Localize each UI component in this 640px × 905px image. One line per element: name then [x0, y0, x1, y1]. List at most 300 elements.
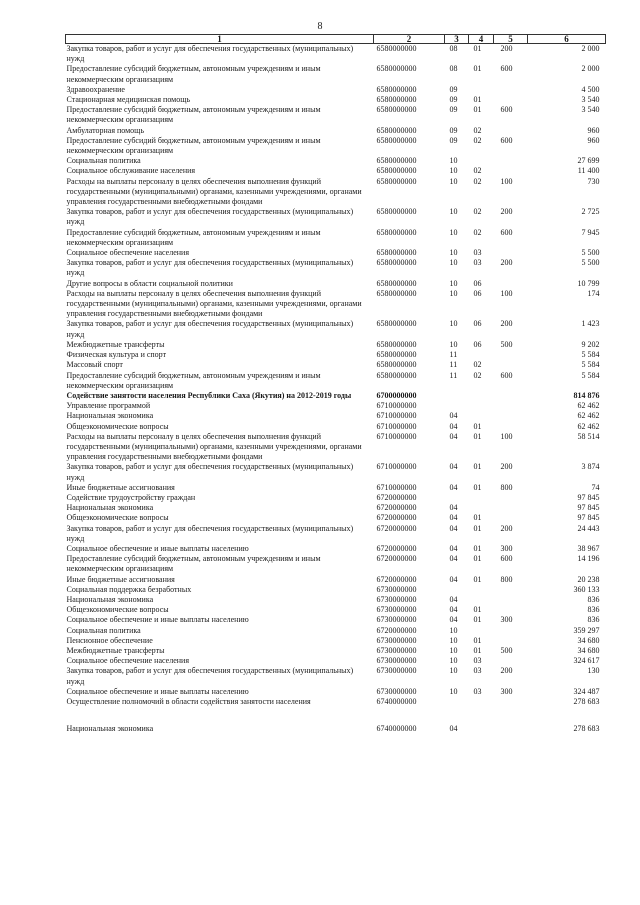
row-expense-type — [494, 656, 528, 666]
row-target-code: 6740000000 — [376, 724, 417, 734]
row-amount: 5 584 — [581, 360, 600, 370]
row-amount: 324 617 — [573, 656, 600, 666]
row-name: Межбюджетные трансферты — [66, 339, 165, 349]
row-amount: 74 — [591, 482, 600, 492]
row-amount: 3 540 — [581, 105, 600, 115]
row-expense-type — [494, 626, 528, 636]
row-section — [445, 697, 469, 707]
row-section: 09 — [449, 135, 458, 145]
row-subsection: 01 — [473, 482, 482, 492]
row-expense-type: 300 — [500, 543, 513, 553]
row-target-code: 6580000000 — [376, 176, 417, 186]
row-subsection — [469, 401, 494, 411]
row-section: 04 — [449, 513, 458, 523]
table-row — [66, 483, 606, 493]
row-name: Национальная экономика — [66, 594, 154, 604]
table-row — [66, 371, 606, 391]
row-target-code: 6580000000 — [376, 370, 417, 380]
row-name: Национальная экономика — [66, 503, 154, 513]
table-header — [66, 35, 606, 44]
table-row — [66, 105, 606, 125]
table-row — [66, 85, 606, 95]
row-target-code: 6580000000 — [376, 156, 417, 166]
table-row — [66, 697, 606, 707]
row-amount: 10 799 — [577, 278, 600, 288]
table-row — [66, 360, 606, 370]
row-subsection: 01 — [473, 554, 482, 564]
row-expense-type — [494, 585, 528, 595]
row-amount: 3 874 — [581, 462, 600, 472]
row-target-code: 6730000000 — [376, 635, 417, 645]
row-subsection — [469, 391, 494, 401]
table-row — [66, 524, 606, 544]
table-body — [66, 44, 606, 735]
row-expense-type — [494, 401, 528, 411]
row-target-code: 6720000000 — [376, 513, 417, 523]
table-row — [66, 646, 606, 656]
table-row — [66, 319, 606, 339]
row-expense-type: 200 — [500, 44, 513, 53]
row-subsection: 02 — [473, 125, 482, 135]
row-section — [445, 493, 469, 503]
row-expense-type — [494, 493, 528, 503]
row-name: Социальное обеспечение и иные выплаты населению — [66, 615, 249, 625]
row-expense-type: 100 — [500, 431, 513, 441]
row-section: 10 — [449, 176, 458, 186]
table-row — [66, 626, 606, 636]
row-target-code: 6580000000 — [376, 207, 417, 217]
row-expense-type: 100 — [500, 288, 513, 298]
row-amount: 5 500 — [581, 248, 600, 258]
row-target-code: 6730000000 — [376, 645, 417, 655]
table-row — [66, 207, 606, 227]
table-row — [66, 411, 606, 421]
row-section: 08 — [449, 64, 458, 74]
row-expense-type: 300 — [500, 615, 513, 625]
row-amount: 9 202 — [581, 339, 600, 349]
table-row — [66, 503, 606, 513]
table-row — [66, 432, 606, 463]
row-name: Общеэкономические вопросы — [66, 513, 169, 523]
row-section: 10 — [449, 666, 458, 676]
row-target-code: 6580000000 — [376, 64, 417, 74]
row-expense-type — [494, 156, 528, 166]
row-target-code: 6720000000 — [376, 554, 417, 564]
row-target-code: 6710000000 — [376, 462, 417, 472]
row-expense-type — [494, 697, 528, 707]
row-amount: 97 845 — [577, 503, 600, 513]
row-section: 11 — [449, 360, 458, 370]
table-row — [66, 554, 606, 574]
row-amount: 5 500 — [581, 258, 600, 268]
row-subsection — [469, 697, 494, 707]
row-subsection: 02 — [473, 370, 482, 380]
row-subsection — [469, 350, 494, 360]
row-expense-type: 600 — [500, 227, 513, 237]
row-target-code: 6730000000 — [376, 656, 417, 666]
row-amount: 24 443 — [577, 523, 600, 533]
row-name: Социальная политика — [66, 156, 141, 166]
table-row — [66, 585, 606, 595]
row-amount: 7 945 — [581, 227, 600, 237]
row-expense-type — [494, 126, 528, 136]
row-name: Социальная политика — [66, 625, 141, 635]
row-expense-type — [494, 391, 528, 401]
row-subsection: 01 — [473, 543, 482, 553]
row-name: Закупка товаров, работ и услуг для обеспечения государственных (муниципальных) нужд — [66, 44, 354, 64]
row-expense-type — [494, 248, 528, 258]
row-name: Расходы на выплаты персоналу в целях обеспечения выполнения функций государственными (муниципальными) органами, казенными учреждениями, органами управления государственными внебюджетными фондами — [66, 176, 362, 207]
table-row — [66, 707, 606, 734]
table-row — [66, 228, 606, 248]
row-name: Социальное обеспечение населения — [66, 656, 189, 666]
row-expense-type — [494, 595, 528, 605]
table-row — [66, 656, 606, 666]
row-expense-type: 500 — [500, 339, 513, 349]
row-target-code: 6580000000 — [376, 166, 417, 176]
row-expense-type — [494, 636, 528, 646]
row-expense-type — [494, 422, 528, 432]
row-expense-type: 600 — [500, 64, 513, 74]
row-section: 09 — [449, 95, 458, 105]
row-target-code: 6580000000 — [376, 95, 417, 105]
row-subsection: 01 — [473, 635, 482, 645]
row-target-code: 6730000000 — [376, 686, 417, 696]
row-target-code: 6580000000 — [376, 105, 417, 115]
row-section: 04 — [449, 574, 458, 584]
row-target-code: 6580000000 — [376, 44, 417, 53]
row-name: Здравоохранение — [66, 84, 125, 94]
row-target-code: 6580000000 — [376, 339, 417, 349]
table-row — [66, 544, 606, 554]
row-subsection: 06 — [473, 319, 482, 329]
row-section: 04 — [449, 543, 458, 553]
row-expense-type: 600 — [500, 135, 513, 145]
row-target-code: 6710000000 — [376, 482, 417, 492]
row-section: 04 — [449, 594, 458, 604]
row-subsection: 01 — [473, 462, 482, 472]
row-subsection: 02 — [473, 166, 482, 176]
row-target-code: 6710000000 — [376, 411, 417, 421]
row-name: Расходы на выплаты персоналу в целях обеспечения выполнения функций государственными (муниципальными) органами, казенными учреждениями, органами управления государственными внебюджетными фондами — [66, 288, 362, 319]
row-expense-type — [494, 279, 528, 289]
table-row — [66, 493, 606, 503]
row-target-code: 6730000000 — [376, 666, 417, 676]
row-section: 04 — [449, 411, 458, 421]
row-section: 08 — [449, 44, 458, 53]
row-target-code: 6580000000 — [376, 248, 417, 258]
row-subsection: 01 — [473, 44, 482, 53]
row-amount: 97 845 — [577, 513, 600, 523]
row-expense-type: 500 — [500, 645, 513, 655]
row-name: Пенсионное обеспечение — [66, 635, 153, 645]
row-name: Предоставление субсидий бюджетным, автономным учреждениям и иным некоммерческим организациям — [66, 554, 321, 574]
row-amount: 836 — [587, 615, 600, 625]
row-section: 09 — [449, 105, 458, 115]
row-amount: 97 845 — [577, 492, 600, 502]
row-subsection: 01 — [473, 105, 482, 115]
row-section: 10 — [449, 258, 458, 268]
table-row — [66, 166, 606, 176]
row-subsection: 02 — [473, 360, 482, 370]
row-section — [445, 585, 469, 595]
row-section: 10 — [449, 625, 458, 635]
row-name: Расходы на выплаты персоналу в целях обеспечения выполнения функций государственными (муниципальными) органами, казенными учреждениями, органами управления государственными внебюджетными фондами — [66, 431, 362, 462]
row-amount: 960 — [587, 135, 600, 145]
row-section: 09 — [449, 125, 458, 135]
row-section: 10 — [449, 278, 458, 288]
header-col-5: 5 — [494, 35, 528, 44]
row-amount: 836 — [587, 594, 600, 604]
row-name: Физическая культура и спорт — [66, 350, 167, 360]
row-name: Закупка товаров, работ и услуг для обеспечения государственных (муниципальных) нужд — [66, 319, 354, 339]
row-name: Социальное обеспечение и иные выплаты населению — [66, 686, 249, 696]
row-name: Управление программой — [66, 401, 151, 411]
row-name: Предоставление субсидий бюджетным, автономным учреждениям и иным некоммерческим организациям — [66, 64, 321, 84]
row-target-code: 6730000000 — [376, 615, 417, 625]
row-section: 10 — [449, 166, 458, 176]
row-amount: 4 500 — [581, 84, 600, 94]
row-subsection: 06 — [473, 288, 482, 298]
row-name: Закупка товаров, работ и услуг для обеспечения государственных (муниципальных) нужд — [66, 258, 354, 278]
row-name: Закупка товаров, работ и услуг для обеспечения государственных (муниципальных) нужд — [66, 523, 354, 543]
row-name: Иные бюджетные ассигнования — [66, 574, 175, 584]
row-subsection — [469, 85, 494, 95]
row-target-code: 6580000000 — [376, 278, 417, 288]
row-target-code: 6730000000 — [376, 605, 417, 615]
row-name: Закупка товаров, работ и услуг для обеспечения государственных (муниципальных) нужд — [66, 462, 354, 482]
page-number: 8 — [317, 21, 323, 32]
row-expense-type — [494, 95, 528, 105]
row-amount: 360 133 — [573, 584, 600, 594]
row-target-code: 6580000000 — [376, 319, 417, 329]
row-amount: 1 423 — [581, 319, 600, 329]
table-row — [66, 350, 606, 360]
row-subsection: 01 — [473, 574, 482, 584]
row-name: Закупка товаров, работ и услуг для обеспечения государственных (муниципальных) нужд — [66, 666, 354, 686]
row-name: Общеэкономические вопросы — [66, 421, 169, 431]
row-target-code: 6580000000 — [376, 350, 417, 360]
table-row — [66, 177, 606, 208]
row-expense-type — [494, 503, 528, 513]
table-row — [66, 391, 606, 401]
row-amount: 2 725 — [581, 207, 600, 217]
row-subsection — [469, 156, 494, 166]
row-amount: 34 680 — [577, 635, 600, 645]
row-amount: 359 297 — [573, 625, 600, 635]
table-row — [66, 462, 606, 482]
row-name: Содействие трудоустройству граждан — [66, 492, 196, 502]
row-target-code: 6710000000 — [376, 401, 417, 411]
row-name: Национальная экономика — [66, 411, 154, 421]
row-section: 04 — [449, 605, 458, 615]
row-subsection: 02 — [473, 227, 482, 237]
row-name: Другие вопросы в области социальной политики — [66, 278, 233, 288]
row-expense-type: 200 — [500, 319, 513, 329]
table-row — [66, 513, 606, 523]
row-subsection: 02 — [473, 207, 482, 217]
row-expense-type: 200 — [500, 666, 513, 676]
row-name: Предоставление субсидий бюджетным, автономным учреждениям и иным некоммерческим организациям — [66, 227, 321, 247]
table-row — [66, 615, 606, 625]
row-subsection: 03 — [473, 666, 482, 676]
row-amount: 130 — [587, 666, 600, 676]
row-amount: 27 699 — [577, 156, 600, 166]
row-amount: 174 — [587, 288, 600, 298]
row-section: 04 — [449, 523, 458, 533]
row-subsection — [469, 493, 494, 503]
row-subsection — [469, 595, 494, 605]
row-expense-type: 200 — [500, 523, 513, 533]
row-expense-type: 600 — [500, 554, 513, 564]
row-amount: 3 540 — [581, 95, 600, 105]
row-section: 09 — [449, 84, 458, 94]
row-name: Общеэкономические вопросы — [66, 605, 169, 615]
row-subsection: 01 — [473, 421, 482, 431]
row-amount: 14 196 — [577, 554, 600, 564]
row-amount: 324 487 — [573, 686, 600, 696]
row-name: Содействие занятости населения Республики Саха (Якутия) на 2012-2019 годы — [66, 390, 352, 400]
table-row — [66, 401, 606, 411]
row-section: 04 — [449, 554, 458, 564]
row-amount: 58 514 — [577, 431, 600, 441]
header-col-6: 6 — [528, 35, 606, 44]
header-col-4: 4 — [469, 35, 494, 44]
row-subsection: 03 — [473, 656, 482, 666]
row-amount: 2 000 — [581, 44, 600, 53]
row-target-code: 6710000000 — [376, 431, 417, 441]
row-subsection: 01 — [473, 605, 482, 615]
row-amount: 11 400 — [577, 166, 600, 176]
header-col-3: 3 — [445, 35, 469, 44]
row-amount: 5 584 — [581, 370, 600, 380]
row-amount: 62 462 — [577, 421, 600, 431]
row-target-code: 6730000000 — [376, 584, 417, 594]
row-amount: 62 462 — [577, 401, 600, 411]
row-name: Социальное обеспечение населения — [66, 248, 189, 258]
row-section: 10 — [449, 686, 458, 696]
row-target-code: 6580000000 — [376, 227, 417, 237]
row-subsection — [469, 411, 494, 421]
row-section: 10 — [449, 635, 458, 645]
table-row — [66, 595, 606, 605]
row-subsection: 01 — [473, 523, 482, 533]
row-section: 10 — [449, 248, 458, 258]
row-expense-type: 800 — [500, 574, 513, 584]
row-section: 04 — [449, 482, 458, 492]
row-section: 10 — [449, 156, 458, 166]
row-target-code: 6720000000 — [376, 503, 417, 513]
row-section: 04 — [449, 615, 458, 625]
row-amount: 836 — [587, 605, 600, 615]
row-section: 04 — [449, 462, 458, 472]
row-subsection: 06 — [473, 339, 482, 349]
row-section: 04 — [449, 503, 458, 513]
table-row — [66, 289, 606, 320]
row-amount: 38 967 — [577, 543, 600, 553]
row-name: Амбулаторная помощь — [66, 125, 144, 135]
row-section: 04 — [449, 431, 458, 441]
row-target-code: 6720000000 — [376, 543, 417, 553]
row-amount: 2 000 — [581, 64, 600, 74]
row-section: 10 — [449, 207, 458, 217]
row-section: 04 — [449, 421, 458, 431]
row-subsection — [469, 626, 494, 636]
row-section: 04 — [449, 724, 458, 734]
table-row — [66, 156, 606, 166]
row-name: Осуществление полномочий в области содействия занятости населения — [66, 697, 311, 706]
row-subsection: 03 — [473, 686, 482, 696]
row-subsection: 03 — [473, 258, 482, 268]
row-subsection: 02 — [473, 176, 482, 186]
row-expense-type: 200 — [500, 462, 513, 472]
table-row — [66, 666, 606, 686]
row-name: Массовый спорт — [66, 360, 123, 370]
row-name: Национальная экономика — [66, 724, 154, 734]
row-amount: 730 — [587, 176, 600, 186]
row-name: Предоставление субсидий бюджетным, автономным учреждениям и иным некоммерческим организациям — [66, 370, 321, 390]
table-row — [66, 248, 606, 258]
row-expense-type — [494, 85, 528, 95]
row-name: Межбюджетные трансферты — [66, 645, 165, 655]
row-expense-type — [494, 350, 528, 360]
row-expense-type: 600 — [500, 370, 513, 380]
row-target-code: 6740000000 — [376, 697, 417, 706]
table-row — [66, 575, 606, 585]
row-target-code: 6580000000 — [376, 360, 417, 370]
row-target-code: 6580000000 — [376, 125, 417, 135]
row-subsection: 01 — [473, 431, 482, 441]
row-target-code: 6580000000 — [376, 288, 417, 298]
row-subsection — [469, 503, 494, 513]
row-expense-type — [494, 605, 528, 615]
row-expense-type — [494, 411, 528, 421]
row-target-code: 6720000000 — [376, 523, 417, 533]
row-section: 10 — [449, 288, 458, 298]
row-target-code: 6720000000 — [376, 625, 417, 635]
row-name: Стационарная медицинская помощь — [66, 95, 191, 105]
row-amount: 278 683 — [573, 724, 600, 734]
header-col-2: 2 — [374, 35, 445, 44]
row-section: 11 — [449, 370, 458, 380]
row-name: Предоставление субсидий бюджетным, автономным учреждениям и иным некоммерческим организациям — [66, 105, 321, 125]
row-expense-type — [494, 707, 528, 734]
row-target-code: 6720000000 — [376, 574, 417, 584]
row-target-code: 6730000000 — [376, 594, 417, 604]
row-section: 10 — [449, 645, 458, 655]
row-subsection — [469, 585, 494, 595]
row-subsection: 03 — [473, 248, 482, 258]
table-row — [66, 136, 606, 156]
row-expense-type — [494, 513, 528, 523]
row-name: Предоставление субсидий бюджетным, автономным учреждениям и иным некоммерческим организациям — [66, 135, 321, 156]
row-subsection — [469, 707, 494, 734]
row-expense-type: 300 — [500, 686, 513, 696]
row-target-code: 6710000000 — [376, 421, 417, 431]
row-section — [445, 401, 469, 411]
row-section: 10 — [449, 227, 458, 237]
table-row — [66, 279, 606, 289]
row-subsection: 01 — [473, 95, 482, 105]
row-expense-type — [494, 360, 528, 370]
row-section: 11 — [449, 350, 458, 360]
row-section: 10 — [449, 319, 458, 329]
row-subsection: 01 — [473, 513, 482, 523]
table-row — [66, 422, 606, 432]
row-expense-type: 200 — [500, 258, 513, 268]
row-amount: 62 462 — [577, 411, 600, 421]
row-expense-type: 100 — [500, 176, 513, 186]
